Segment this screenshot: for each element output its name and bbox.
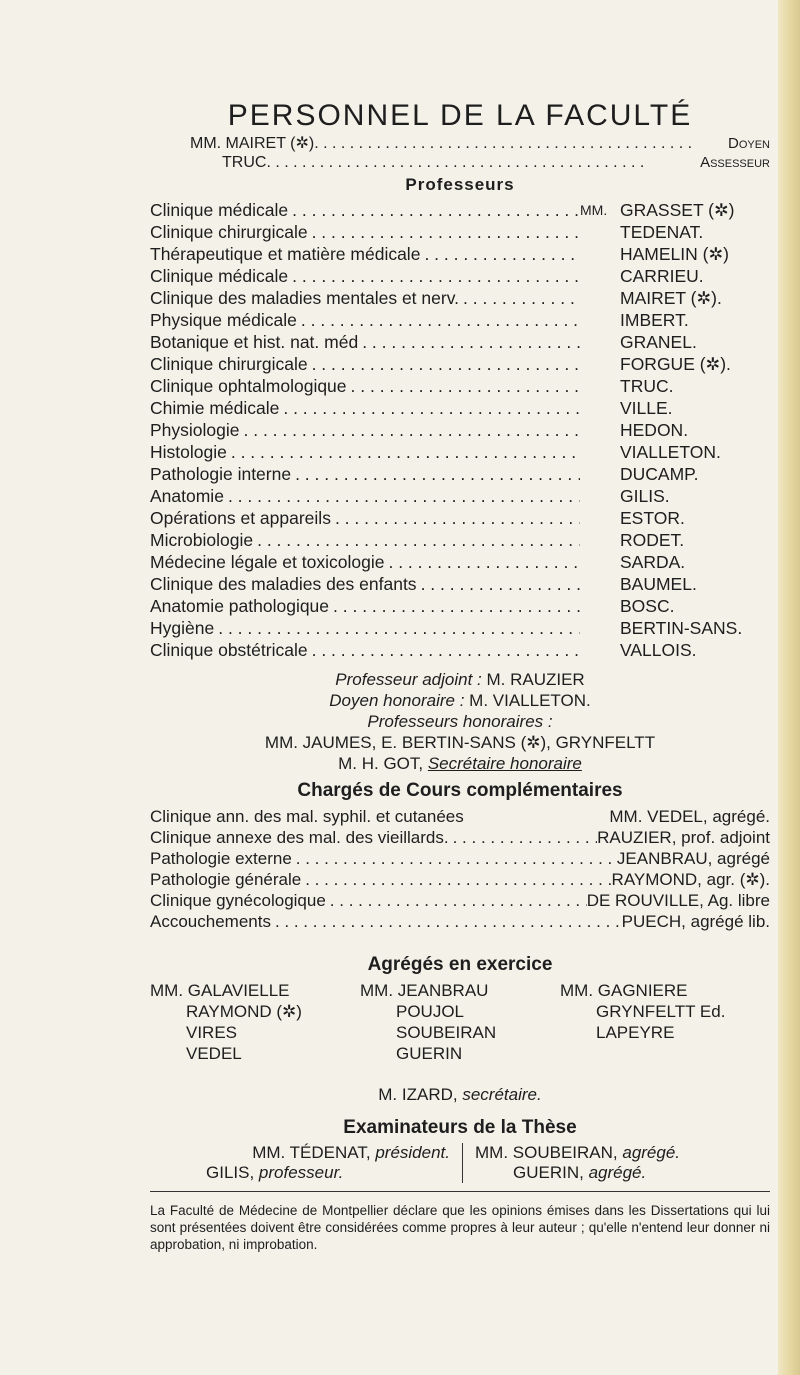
professeurs-heading: Professeurs — [405, 175, 515, 194]
professor-subject: Chimie médicale — [150, 398, 280, 418]
agrege-name: MM. GALAVIELLE — [150, 981, 290, 1000]
mm-label — [580, 441, 620, 463]
professor-subject: Clinique des maladies mentales et nerv. — [150, 288, 460, 308]
mm-label — [580, 639, 620, 661]
agrege-name: RAYMOND (✲) — [186, 1002, 302, 1021]
professor-name: IMBERT. — [620, 310, 689, 330]
mm-label — [580, 353, 620, 375]
examinateur-name: MM. SOUBEIRAN, — [475, 1143, 618, 1162]
leader-dots — [314, 134, 728, 153]
mm-label: MM. — [580, 202, 608, 218]
professor-row — [150, 617, 770, 639]
professor-subject: Clinique des maladies des enfants — [150, 574, 417, 594]
leader-dots — [347, 375, 580, 397]
mm-label — [580, 573, 620, 595]
secretaire-honoraire-role: Secrétaire honoraire — [427, 754, 582, 773]
professor-subject: Anatomie pathologique — [150, 596, 330, 616]
mm-label — [580, 507, 620, 529]
professor-subject: Clinique chirurgicale — [150, 354, 308, 374]
charge-name: RAUZIER, prof. adjoint — [597, 828, 770, 847]
professor-name: ESTOR. — [620, 508, 685, 528]
charge-subject: Clinique ann. des mal. syphil. et cutanées — [150, 807, 464, 826]
examinateur-role: professeur. — [258, 1163, 344, 1182]
charge-row — [150, 911, 770, 932]
professor-name: BERTIN-SANS. — [620, 618, 743, 638]
agrege-name: GRYNFELTT Ed. — [596, 1002, 726, 1021]
professor-name: RODET. — [620, 530, 685, 550]
professor-row — [150, 331, 770, 353]
professor-subject: Opérations et appareils — [150, 508, 331, 528]
mm-label — [580, 221, 620, 243]
professor-name: BOSC. — [620, 596, 675, 616]
charges-heading: Chargés de Cours complémentaires — [297, 780, 623, 801]
charge-row — [150, 890, 770, 911]
professor-subject: Clinique obstétricale — [150, 640, 308, 660]
agrege-name: MM. JEANBRAU — [360, 981, 489, 1000]
disclaimer-note: La Faculté de Médecine de Montpellier déclare que les opinions émises dans les Dissertations qui lui sont présentées doivent être considérées comme propres à leur auteur ; qu'elle n'entend leur donner ni approbation, ni improbation. — [150, 1203, 770, 1252]
mm-label — [580, 617, 620, 639]
professor-name: SARDA. — [620, 552, 686, 572]
leader-dots — [291, 463, 580, 485]
leader-dots — [297, 309, 580, 331]
leader-dots — [308, 639, 580, 661]
professor-row — [150, 551, 770, 573]
professor-row — [150, 287, 770, 309]
charge-name: MM. VEDEL, agrégé. — [609, 807, 770, 826]
professor-name: GRASSET (✲) — [620, 200, 735, 220]
professor-row — [150, 441, 770, 463]
professor-name: CARRIEU. — [620, 266, 704, 286]
professor-subject: Clinique médicale — [150, 266, 289, 286]
officer-row — [190, 153, 770, 172]
agreges-column — [360, 980, 560, 1064]
professor-name: TEDENAT. — [620, 222, 704, 242]
leader-dots — [301, 869, 611, 890]
mm-label — [580, 529, 620, 551]
professor-row — [150, 265, 770, 287]
professor-subject: Microbiologie — [150, 530, 254, 550]
charge-name: JEANBRAU, agrégé — [616, 849, 770, 868]
leader-dots — [417, 573, 580, 595]
professor-row — [150, 375, 770, 397]
leader-dots — [288, 265, 580, 287]
professor-row — [150, 639, 770, 661]
examinateur-name: GILIS, — [206, 1163, 255, 1182]
page-title: PERSONNEL DE LA FACULTÉ — [227, 99, 693, 132]
leader-dots — [326, 890, 587, 911]
leader-dots — [288, 199, 580, 221]
adjoint-name: M. RAUZIER — [486, 670, 585, 689]
professor-row — [150, 529, 770, 551]
professor-name: GRANEL. — [620, 332, 697, 352]
charge-row — [150, 806, 770, 827]
prof-honoraires-names: MM. JAUMES, E. BERTIN-SANS (✲), GRYNFELTT — [264, 733, 656, 752]
examinateur-role: agrégé. — [588, 1163, 647, 1182]
professor-subject: Thérapeutique et matière médicale — [150, 244, 421, 264]
doyen-honoraire-line — [150, 690, 770, 711]
agrege-name: SOUBEIRAN — [396, 1023, 497, 1042]
examinateur-role: agrégé. — [622, 1143, 681, 1162]
divider — [150, 1191, 770, 1192]
professor-name: GILIS. — [620, 486, 670, 506]
agrege-name: VIRES — [186, 1023, 238, 1042]
professor-name: HEDON. — [620, 420, 689, 440]
professor-subject: Clinique ophtalmologique — [150, 376, 347, 396]
adjoint-label: Professeur adjoint : — [335, 670, 482, 689]
professor-row — [150, 309, 770, 331]
charge-row — [150, 869, 770, 890]
professor-subject: Médecine légale et toxicologie — [150, 552, 385, 572]
examinateurs-block — [150, 1143, 770, 1183]
professor-subject: Anatomie — [150, 486, 224, 506]
adjoint-line — [150, 669, 770, 690]
leader-dots — [279, 397, 580, 419]
document-page — [150, 100, 770, 1253]
charge-subject: Pathologie générale — [150, 870, 302, 889]
professor-subject: Physiologie — [150, 420, 240, 440]
leader-dots — [308, 221, 580, 243]
mm-label — [580, 397, 620, 419]
charge-name: PUECH, agrégé lib. — [621, 912, 770, 931]
professor-subject: Clinique chirurgicale — [150, 222, 308, 242]
officer-name: MM. MAIRET (✲) — [190, 135, 315, 152]
leader-dots — [449, 827, 597, 848]
leader-dots — [271, 911, 622, 932]
secretaire-honoraire-line — [150, 753, 770, 774]
mm-label — [580, 287, 620, 309]
professor-row — [150, 463, 770, 485]
professor-subject: Physique médicale — [150, 310, 297, 330]
mm-label — [580, 595, 620, 617]
leader-dots — [240, 419, 581, 441]
charge-subject: Clinique gynécologique — [150, 891, 326, 910]
secretary-line — [150, 1084, 770, 1105]
mm-label — [580, 375, 620, 397]
honors-block — [150, 669, 770, 774]
examinateur-row — [150, 1143, 450, 1163]
mm-label — [580, 463, 620, 485]
mm-label — [580, 551, 620, 573]
leader-dots — [266, 153, 700, 172]
leader-dots — [420, 243, 580, 265]
examinateurs-heading: Examinateurs de la Thèse — [343, 1117, 577, 1138]
professor-row — [150, 221, 770, 243]
professor-name: VALLOIS. — [620, 640, 697, 660]
leader-dots — [331, 507, 580, 529]
doyen-honoraire-label: Doyen honoraire : — [329, 691, 465, 710]
examinateur-name: MM. TÉDENAT, — [252, 1143, 371, 1162]
professor-name: BAUMEL. — [620, 574, 697, 594]
examinateurs-right — [462, 1143, 770, 1183]
agreges-heading: Agrégés en exercice — [367, 954, 553, 975]
mm-label — [580, 243, 620, 265]
professor-name: VIALLETON. — [620, 442, 721, 462]
mm-label — [580, 309, 620, 331]
agrege-name: POUJOL — [396, 1002, 465, 1021]
professor-name: TRUC. — [620, 376, 674, 396]
professor-name: MAIRET (✲). — [620, 288, 722, 308]
secretaire-honoraire-name: M. H. GOT, — [338, 754, 424, 773]
agrege-name: LAPEYRE — [596, 1023, 675, 1042]
examinateur-row — [475, 1143, 770, 1163]
mm-label — [580, 265, 620, 287]
officer-role: Assesseur — [700, 154, 770, 171]
mm-label — [580, 419, 620, 441]
secretary-role: secrétaire. — [462, 1085, 542, 1104]
examinateurs-left — [150, 1143, 462, 1183]
professor-subject: Clinique médicale — [150, 200, 289, 220]
doyen-honoraire-name: M. VIALLETON. — [469, 691, 591, 710]
professor-subject: Pathologie interne — [150, 464, 292, 484]
leader-dots — [292, 848, 617, 869]
charge-row — [150, 848, 770, 869]
professor-row — [150, 353, 770, 375]
professor-row — [150, 507, 770, 529]
leader-dots — [358, 331, 580, 353]
agreges-column — [560, 980, 770, 1064]
officer-role: Doyen — [727, 135, 770, 152]
charge-subject: Pathologie externe — [150, 849, 292, 868]
professor-name: FORGUE (✲). — [620, 354, 731, 374]
examinateur-name: GUERIN, — [513, 1163, 584, 1182]
professor-row — [150, 199, 770, 221]
professor-row — [150, 485, 770, 507]
leader-dots — [253, 529, 580, 551]
charge-subject: Clinique annexe des mal. des vieillards. — [150, 828, 449, 847]
prof-honoraires-label: Professeurs honoraires : — [367, 712, 553, 731]
mm-label — [580, 331, 620, 353]
officers-block — [150, 134, 770, 172]
charge-name: RAYMOND, agr. (✲). — [611, 870, 770, 889]
professor-name: VILLE. — [620, 398, 673, 418]
professor-row — [150, 397, 770, 419]
officer-row — [190, 134, 770, 153]
leader-dots — [227, 441, 580, 463]
examinateur-row — [150, 1163, 450, 1183]
leader-dots — [214, 617, 580, 639]
agrege-name: GUERIN — [396, 1044, 463, 1063]
leader-dots — [224, 485, 580, 507]
professor-subject: Botanique et hist. nat. méd — [150, 332, 359, 352]
mm-label — [580, 485, 620, 507]
page-edge — [778, 0, 800, 1375]
leader-dots — [329, 595, 580, 617]
agreges-column — [150, 980, 360, 1064]
charges-list — [150, 806, 770, 932]
professor-row — [150, 573, 770, 595]
professor-row — [150, 595, 770, 617]
professors-list — [150, 199, 770, 661]
professor-row — [150, 243, 770, 265]
leader-dots — [384, 551, 580, 573]
charge-name: DE ROUVILLE, Ag. libre — [586, 891, 770, 910]
professor-name: HAMELIN (✲) — [620, 244, 729, 264]
examinateur-row — [475, 1163, 770, 1183]
agrege-name: VEDEL — [186, 1044, 242, 1063]
professor-subject: Hygiène — [150, 618, 215, 638]
secretary-name: M. IZARD, — [378, 1085, 458, 1104]
charge-row — [150, 827, 770, 848]
leader-dots — [459, 287, 580, 309]
professor-subject: Histologie — [150, 442, 227, 462]
charge-subject: Accouchements — [150, 912, 271, 931]
agreges-grid — [150, 980, 770, 1064]
examinateur-role: président. — [375, 1143, 450, 1162]
agrege-name: MM. GAGNIERE — [560, 981, 688, 1000]
leader-dots — [308, 353, 580, 375]
officer-name: TRUC — [222, 154, 267, 171]
professor-name: DUCAMP. — [620, 464, 699, 484]
professor-row — [150, 419, 770, 441]
